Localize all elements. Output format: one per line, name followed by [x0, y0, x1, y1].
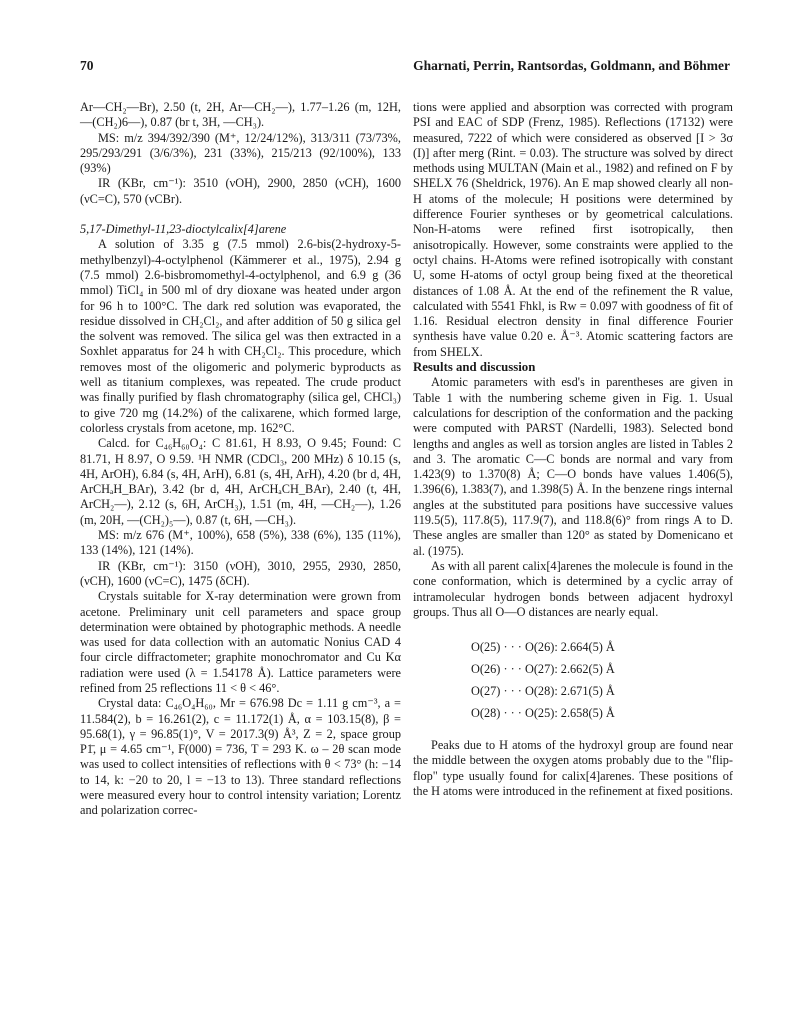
paragraph-continued: tions were applied and absorption was corrected with program PSI and EAC of SDP (Frenz, 1985). Reflections (17132) were measured, 7222 of which were considered as observed [I > 3σ (I)] after merg (Rint. = 0.03). The structure was solved by direct methods using MULTAN (Main et al., 1982) and refined on F by SHELX 76 (Sheldrick, 1976). An E map showed clearly all non-H atoms of the molecule; H positions were determined by difference Fourier syntheses or by geometrical calculations. Non-H-atoms were refined first isotropically, then anisotropically. However, some constraints were applied to the octyl chains. H-Atoms were refined isotropically with constant U, some H-atoms of octyl group being fixed at the theoretical distances of 1.08 Å. At the end of the refinement the R value, calculated with 5541 Fhkl, is Rw = 0.097 with goodness of fit of 1.16. Residual electron density in final difference Fourier synthesis have value 0.20 e. Å⁻³. Atomic scattering factors are from SHELX.: [413, 100, 733, 359]
paragraph-ir-2: IR (KBr, cm⁻¹): 3150 (νOH), 3010, 2955, 2930, 2850, (νCH), 1600 (νC=C), 1475 (δCH).: [80, 558, 401, 588]
left-column: [80, 100, 401, 819]
distance-item: O(26) · · · O(27): 2.662(5) Å: [471, 662, 615, 677]
paragraph-results-2: As with all parent calix[4]arenes the molecule is found in the cone conformation, which is determined by a cyclic array of intramolecular hydrogen bonds between adjacent hydroxyl groups. Thus all O—O distances are nearly equal.: [413, 558, 733, 619]
paragraph-crystal-data: Crystal data: C₄₆O₄H₆₀, Mr = 676.98 Dc = 1.11 g cm⁻³, a = 11.584(2), b = 16.261(2), c = 11.172(1) Å, α = 103.15(8), β = 95.68(1), γ = 96.85(1)°, V = 2017.3(9) Å³, Z = 2, space group P1̄, μ = 4.65 cm⁻¹, F(000) = 736, T = 293 K. ω – 2θ scan mode was used to collect intensities of reflections with θ < 73° (h: −14 to 14, k: −20 to 20, l = −13 to 13). Three standard reflections were measured every hour to control intensity variation; Lorentz and polarization correc-: [80, 696, 401, 818]
distance-item: O(25) · · · O(26): 2.664(5) Å: [471, 640, 615, 655]
spacer: [80, 207, 401, 222]
running-head: Gharnati, Perrin, Rantsordas, Goldmann, and Böhmer: [413, 58, 730, 73]
section-heading: Results and discussion: [413, 360, 536, 375]
compound-subheading: 5,17-Dimethyl-11,23-dioctylcalix[4]arene: [80, 222, 287, 237]
distance-item: O(27) · · · O(28): 2.671(5) Å: [471, 684, 615, 699]
distance-item: O(28) · · · O(25): 2.658(5) Å: [471, 706, 615, 721]
distance-list: [413, 636, 733, 724]
paragraph-ms-1: MS: m/z 394/392/390 (M⁺, 12/24/12%), 313/311 (73/73%, 295/293/291 (3/6/3%), 231 (33%), 215/213 (92/100%), 133 (93%): [80, 130, 401, 176]
page-number: 70: [80, 58, 94, 73]
paragraph-ir-1: IR (KBr, cm⁻¹): 3510 (νOH), 2900, 2850 (νCH), 1600 (νC=C), 570 (νCBr).: [80, 176, 401, 206]
paragraph-synthesis: A solution of 3.35 g (7.5 mmol) 2.6-bis(2-hydroxy-5-methylbenzyl)-4-octylphenol (Kämmerer et al., 1975), 2.94 g (7.5 mmol) 2.6-bisbromomethyl-4-octylphenol, and 6.9 g (36 mmol) TiCl₄ in 500 ml of dry dioxane was heated under argon for 96 h to 100°C. The dark red solution was evaporated, the residue dissolved in CH₂Cl₂, and after addition of 50 g silica gel the solvent was removed. The silica gel was then extracted in a Soxhlet apparatus for 24 h with CH₂Cl₂. This procedure, which removes most of the oligomeric and polymeric byproducts as well as titanium complexes, was repeated. The crude product was finally purified by flash chromatography (silica gel, CHCl₃) to give 720 mg (14.2%) of the calixarene, which formed large, colorless crystals from acetone, mp. 162°C.: [80, 237, 401, 435]
paragraph-top: Ar—CH₂—Br), 2.50 (t, 2H, Ar—CH₂—), 1.77–1.26 (m, 12H, —(CH₂)6—), 0.87 (br t, 3H, —CH₃).: [80, 100, 401, 130]
paragraph-results-1: Atomic parameters with esd's in parentheses are given in Table 1 with the numbering scheme given in Fig. 1. Usual calculations for description of the conformation and the packing were computed with PARST (Nardelli, 1983). Selected bond lengths and angles as well as torsion angles are listed in Tables 2 and 3. The aromatic C—C bonds are normal and vary from 1.423(9) to 1.370(8) Å; C—O bonds have values 1.406(5), 1.396(6), 1.383(7), and 1.398(5) Å. In the benzene rings internal angles at the substituted para positions have successive values 119.5(5), 117.8(5), 117.9(7), and 118.8(6)° from rings A to D. These angles are smaller than 120° as stated by Domenicano et al. (1975).: [413, 375, 733, 558]
paragraph-results-3: Peaks due to H atoms of the hydroxyl group are found near the middle between the oxygen atoms probably due to the "flip-flop" type usually found for calix[4]arenes. These positions of the H atoms were introduced in the refinement at fixed positions.: [413, 738, 733, 798]
paragraph-crystals: Crystals suitable for X-ray determination were grown from acetone. Preliminary unit cell parameters and space group determination were obtained by photographic methods. A needle was used for data collection with an automatic Nonius CAD 4 four circle diffractometer; graphite monochromator and Cu Kα radiation were used (λ = 1.54178 Å). Lattice parameters were refined from 25 reflections 11 < θ < 46°.: [80, 589, 401, 695]
paragraph-ms-2: MS: m/z 676 (M⁺, 100%), 658 (5%), 338 (6%), 135 (11%), 133 (14%), 121 (14%).: [80, 528, 401, 558]
page-header: [80, 58, 730, 80]
right-column: [413, 100, 733, 799]
paragraph-calcd: Calcd. for C₄₆H₆₀O₄: C 81.61, H 8.93, O 9.45; Found: C 81.71, H 8.97, O 9.59. ¹H NMR (CDCl₃, 200 MHz) δ 10.15 (s, 4H, ArOH), 6.84 (s, 4H, ArH), 6.81 (s, 4H, ArH), 4.20 (br d, 4H, ArCHₐH_BAr), 3.42 (br d, 4H, ArCHₐCH_BAr), 2.40 (t, 4H, ArCH₂—), 2.12 (s, 6H, ArCH₃), 1.51 (m, 4H, —CH₂—), 1.26 (m, 20H, —(CH₂)₅—), 0.87 (t, 6H, —CH₃).: [80, 436, 401, 527]
